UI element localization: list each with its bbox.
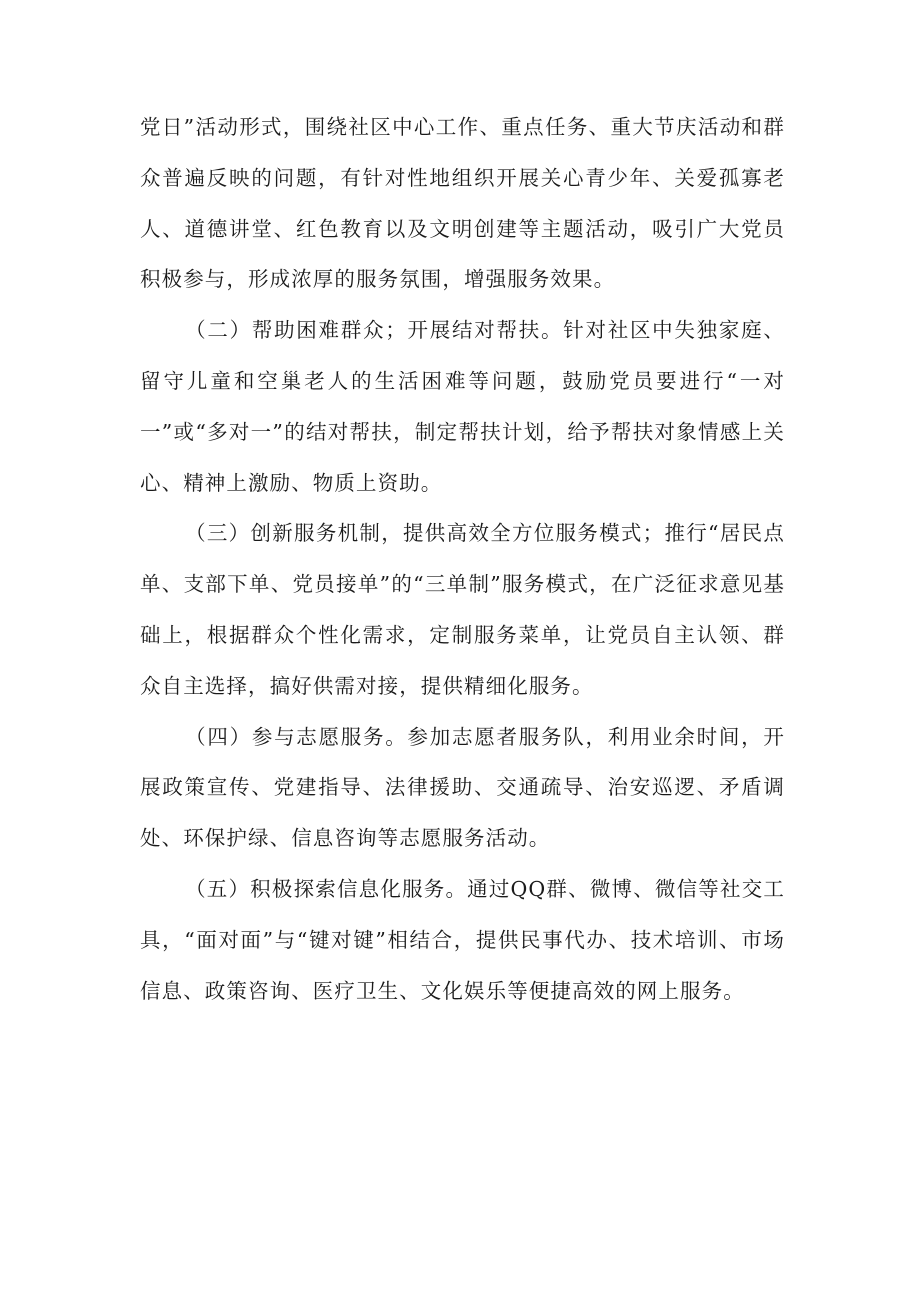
paragraph-continuation: 党日”活动形式，围绕社区中心工作、重点任务、重大节庆活动和群众普遍反映的问题，有针对性地组织开展关心青少年、关爱孤寡老人、道德讲堂、红色教育以及文明创建等主题活动，吸引广大党员积极参与，形成浓厚的服务氛围，增强服务效果。 (140, 115, 785, 292)
paragraph-volunteer-service: （四）参与志愿服务。参加志愿者服务队，利用业余时间，开展政策宣传、党建指导、法律援助、交通疏导、治安巡逻、矛盾调处、环保护绿、信息咨询等志愿服务活动。 (140, 724, 785, 851)
paragraph-service-mechanism: （三）创新服务机制，提供高效全方位服务模式；推行“居民点单、支部下单、党员接单”的“三单制”服务模式，在广泛征求意见基础上，根据群众个性化需求，定制服务菜单，让党员自主认领、群众自主选择，搞好供需对接，提供精细化服务。 (140, 521, 785, 698)
paragraph-help-needy: （二）帮助困难群众；开展结对帮扶。针对社区中失独家庭、留守儿童和空巢老人的生活困难等问题，鼓励党员要进行“一对一”或“多对一”的结对帮扶，制定帮扶计划，给予帮扶对象情感上关心、精神上激励、物质上资助。 (140, 318, 785, 495)
paragraph-online-service: （五）积极探索信息化服务。通过QQ群、微博、微信等社交工具，“面对面”与“键对键”相结合，提供民事代办、技术培训、市场信息、政策咨询、医疗卫生、文化娱乐等便捷高效的网上服务。 (140, 876, 785, 1003)
document-body (140, 102, 785, 1016)
